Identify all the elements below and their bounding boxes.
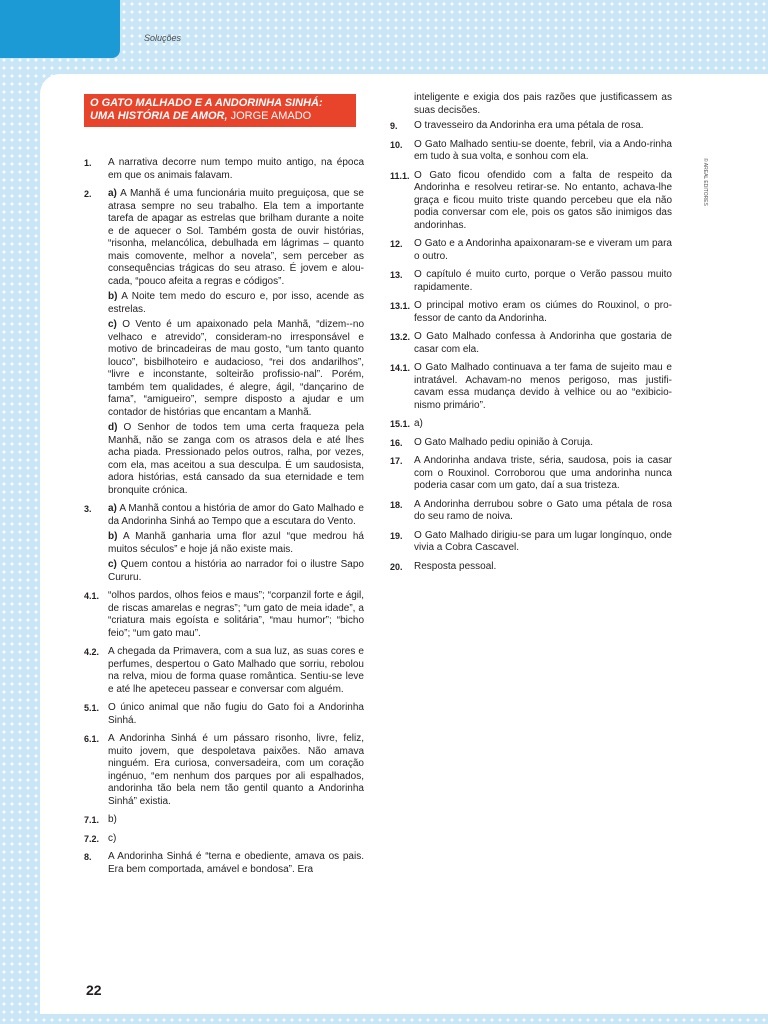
answer-sentence: a)	[414, 418, 423, 429]
answer-sentence: “olhos pardos, olhos feios e maus”; “corpanzil forte e ágil, de riscas amarelas e negras”; “um gato de meia idade”, a “criatura mais egoísta e solitária”, “mau humor”; “bicho feio”; “um gato mau”.	[108, 590, 364, 639]
answer-sentence: A Andorinha Sinhá é “terna e obediente, amava os pais. Era bem comportada, amável e bondosa”. Era	[108, 851, 364, 875]
answer-paragraph	[108, 503, 364, 528]
answer-number: 3.	[84, 504, 92, 514]
answer-sentence: A Andorinha Sinhá é um pássaro risonho, livre, feliz, muito jovem, que despoletava paixões. Não amava ninguém. Era curiosa, conversadeira, com um coração ingénuo, “em nenhum dos parques por ali espalhados, andorinha tão bela nem tão gentil quanto a Andorinha Sinhá” existia.	[108, 733, 364, 807]
answer-number: 13.2.	[390, 332, 411, 342]
answer-text	[414, 331, 672, 359]
continued-answer-text: inteligente e exigia dos pais razões que justificassem as suas decisões.	[414, 92, 672, 116]
answer-number: 13.	[390, 270, 403, 280]
answer-number: 4.2.	[84, 647, 100, 657]
answer-paragraph	[414, 269, 672, 294]
answer-number: 4.1.	[84, 591, 100, 601]
answer-sub-letter: c)	[108, 319, 117, 330]
answer-sub-letter: a)	[108, 503, 117, 514]
answer-paragraph	[108, 319, 364, 419]
answer-text	[108, 590, 364, 643]
answer-text	[414, 530, 672, 558]
answer-item	[84, 702, 364, 730]
answer-text	[414, 561, 672, 577]
answer-paragraph	[414, 331, 672, 356]
answer-sentence: O principal motivo eram os ciúmes do Rouxinol, o pro-fessor de canto da Andorinha.	[414, 300, 672, 324]
answer-text	[414, 238, 672, 266]
answer-paragraph	[414, 238, 672, 263]
answer-item	[390, 499, 672, 527]
answer-text	[108, 503, 364, 587]
answer-paragraph	[414, 455, 672, 493]
answer-text	[108, 702, 364, 730]
answer-sentence: O Gato Malhado sentiu-se doente, febril, via a Ando-rinha em tudo à sua volta, e sonhou com ela.	[414, 138, 672, 162]
answer-sentence: A Manhã é uma funcionária muito preguiçosa, que se atrasa sempre no seu trabalho. Ela tem a importante tarefa de apagar as estrelas que brilham durante a noite e de aquecer o Sol. Também gosta de ouvir histórias, “risonha, melancólica, debulhada em lágrimas – quanto mais comovente, melhor a novela”, sem perceber as consequências trágicas do seu atraso. É jovem e alou-cada, “pouco afeita a regras e códigos”.	[108, 188, 364, 287]
answer-text	[414, 139, 672, 167]
answer-sub-letter: a)	[108, 188, 117, 199]
answer-paragraph	[108, 590, 364, 640]
answer-text	[108, 733, 364, 811]
answer-item	[84, 833, 364, 849]
answer-text	[108, 646, 364, 699]
answer-item	[390, 455, 672, 496]
answer-paragraph	[414, 499, 672, 524]
answer-sentence: O capítulo é muito curto, porque o Verão passou muito rapidamente.	[414, 269, 672, 293]
answer-number: 20.	[390, 561, 403, 572]
answer-paragraph	[108, 291, 364, 316]
answer-item	[390, 120, 672, 136]
answer-paragraph	[108, 646, 364, 696]
answer-sentence: O Vento é um apaixonado pela Manhã, “dizem--no velhaco e atrevido”, consideram-no irresponsável e motivo de brincadeiras de mau gosto, “um tanto quanto louco”, bisbilhoteiro e audacioso, “rei dos andarilhos”, “livre e inconstante, solteirão profissio-nal”. Porém, também tem qualidades, é alegre, ágil, “dançarino de fama”, “amigueiro”, sempre disposto a ajudar e um contador de histórias que encantam a Manhã.	[108, 319, 365, 418]
answer-number: 9.	[390, 121, 398, 131]
answer-text	[108, 833, 364, 849]
answer-sentence: A Noite tem medo do escuro e, por isso, acende as estrelas.	[108, 291, 364, 315]
answer-paragraph	[414, 561, 672, 574]
answer-sentence: O Gato Malhado confessa à Andorinha que gostaria de casar com ela.	[414, 331, 672, 355]
answer-paragraph	[108, 422, 364, 497]
answer-sentence: b)	[108, 814, 117, 825]
answer-text	[414, 170, 672, 236]
answer-text	[108, 157, 364, 185]
answer-paragraph	[108, 559, 364, 584]
answer-text	[414, 455, 672, 496]
answer-item	[84, 157, 364, 185]
answer-sentence: Quem contou a história ao narrador foi o ilustre Sapo Cururu.	[108, 559, 364, 583]
answer-sub-letter: b)	[108, 291, 118, 302]
answer-paragraph	[108, 814, 364, 827]
answer-paragraph	[414, 362, 672, 412]
answer-sentence: A Andorinha derrubou sobre o Gato uma pétala de rosa do seu ramo de noiva.	[414, 498, 672, 522]
answer-sub-letter: c)	[108, 559, 117, 570]
answer-number: 7.2.	[84, 833, 100, 844]
answer-text	[414, 499, 672, 527]
answer-item	[390, 362, 672, 415]
answer-sentence: A narrativa decorre num tempo muito antigo, na época em que os animais falavam.	[108, 157, 364, 181]
answer-paragraph	[414, 120, 672, 133]
answer-text	[414, 269, 672, 297]
answer-number: 17.	[390, 456, 403, 466]
answer-paragraph	[414, 170, 672, 233]
section-header: Soluções	[144, 33, 182, 43]
chapter-title-box	[84, 94, 356, 127]
answers-list-right	[390, 120, 672, 576]
answer-item	[390, 561, 672, 577]
answer-number: 12.	[390, 239, 403, 249]
answer-text	[108, 851, 364, 879]
answer-number: 7.1.	[84, 815, 100, 825]
credit-text: © AREAL EDITORES	[702, 158, 708, 206]
answer-number: 13.1.	[390, 301, 411, 311]
answer-number: 18.	[390, 499, 403, 510]
answer-item	[390, 170, 672, 236]
answer-number: 11.1.	[390, 170, 410, 181]
answers-list-left	[84, 157, 364, 879]
answer-sentence: c)	[108, 832, 117, 844]
answer-paragraph	[108, 531, 364, 556]
answer-sentence: O Gato Malhado dirigiu-se para um lugar longínquo, onde vivia a Cobra Cascavel.	[414, 529, 672, 553]
credit-line	[700, 158, 710, 218]
answer-item	[390, 530, 672, 558]
answer-number: 16.	[390, 437, 403, 448]
page-number: 22	[86, 982, 102, 998]
answer-sub-letter: b)	[108, 531, 118, 542]
answer-paragraph	[414, 300, 672, 325]
chapter-title: O GATO MALHADO E A ANDORINHA SINHÁ: UMA HISTÓRIA DE AMOR,	[90, 97, 323, 122]
answer-text	[414, 300, 672, 328]
answer-sentence: O Gato Malhado pediu opinião à Coruja.	[414, 436, 594, 448]
answer-paragraph	[414, 530, 672, 555]
answer-sentence: O Senhor de todos tem uma certa fraqueza pela Manhã, não se zanga com os atrasos dela e até lhes acha piada. Pressionado pelos outros, ralha, por vezes, com ela, mas aceitou a sua desculpa. É um saudosista, adora histórias, está cansado da sua eternidade e tem bronquite crónica.	[108, 422, 365, 496]
answer-text	[414, 120, 672, 136]
answer-number: 19.	[390, 530, 403, 541]
answer-item	[84, 646, 364, 699]
answer-number: 15.1.	[390, 419, 411, 429]
answer-item	[84, 733, 364, 811]
answer-text	[108, 814, 364, 830]
answer-sentence: A Andorinha andava triste, séria, saudosa, pois ia casar com o Rouxinol. Corroborou que uma andorinha nunca poderia casar com um gato, daí a sua tristeza.	[414, 455, 672, 491]
answer-paragraph	[108, 851, 364, 876]
right-column	[390, 92, 672, 579]
answer-number: 14.1.	[390, 363, 411, 373]
section-tab	[0, 0, 120, 58]
answer-item	[84, 503, 364, 587]
answer-paragraph	[108, 833, 364, 846]
answer-paragraph	[414, 418, 672, 431]
answer-paragraph	[108, 157, 364, 182]
answer-sentence: O travesseiro da Andorinha era uma pétala de rosa.	[414, 120, 644, 131]
answer-number: 10.	[390, 139, 403, 150]
answer-item	[390, 331, 672, 359]
chapter-author: JORGE AMADO	[230, 110, 312, 122]
answer-paragraph	[108, 702, 364, 727]
answer-paragraph	[108, 188, 364, 288]
answer-sub-letter: d)	[108, 422, 118, 433]
answer-item	[390, 269, 672, 297]
answer-sentence: A Manhã ganharia uma flor azul “que medrou há muitos séculos” e hoje já não existe mais.	[108, 531, 364, 555]
answer-item	[84, 188, 364, 500]
answer-item	[390, 139, 672, 167]
answer-item	[390, 437, 672, 453]
answer-item	[84, 590, 364, 643]
answer-sentence: A chegada da Primavera, com a sua luz, as suas cores e perfumes, despertou o Gato Malhado que sorriu, rebolou na relva, miou de forma quase romântica. Sentiu-se leve e até lhe apeteceu passear e conversar com alguém.	[108, 646, 364, 695]
answer-number: 1.	[84, 158, 92, 168]
answer-item	[84, 814, 364, 830]
answer-item	[390, 418, 672, 434]
answer-sentence: Resposta pessoal.	[414, 560, 497, 572]
answer-text	[414, 437, 672, 453]
left-column	[84, 94, 364, 882]
answer-sentence: O único animal que não fugiu do Gato foi a Andorinha Sinhá.	[108, 702, 364, 726]
answer-item	[390, 238, 672, 266]
answer-text	[414, 418, 672, 434]
answer-number: 5.1.	[84, 703, 100, 713]
answer-item	[84, 851, 364, 879]
answer-number: 6.1.	[84, 734, 100, 744]
answer-paragraph	[414, 139, 672, 164]
answer-sentence: O Gato ficou ofendido com a falta de respeito da Andorinha e resolveu retirar-se. No entanto, achava-lhe graça e ficou muito triste quando percebeu que ela não podia conversar com ele, pois os gatos são inimigos das andorinhas.	[414, 169, 672, 231]
answer-sentence: O Gato e a Andorinha apaixonaram-se e viveram um para o outro.	[414, 238, 672, 262]
answer-text	[414, 362, 672, 415]
answer-sentence: O Gato Malhado continuava a ter fama de sujeito mau e intratável. Achavam-no menos perigoso, mas justifi-cavam essa mudança devido à velhice ou ao “exibicio-nismo primário”.	[414, 362, 672, 411]
answer-number: 2.	[84, 189, 92, 199]
answer-sentence: A Manhã contou a história de amor do Gato Malhado e da Andorinha Sinhá ao Tempo que a escutara do Vento.	[108, 503, 364, 527]
answer-text	[108, 188, 364, 500]
answer-paragraph	[414, 437, 672, 450]
answer-item	[390, 300, 672, 328]
answer-number: 8.	[84, 852, 92, 862]
answer-paragraph	[108, 733, 364, 808]
